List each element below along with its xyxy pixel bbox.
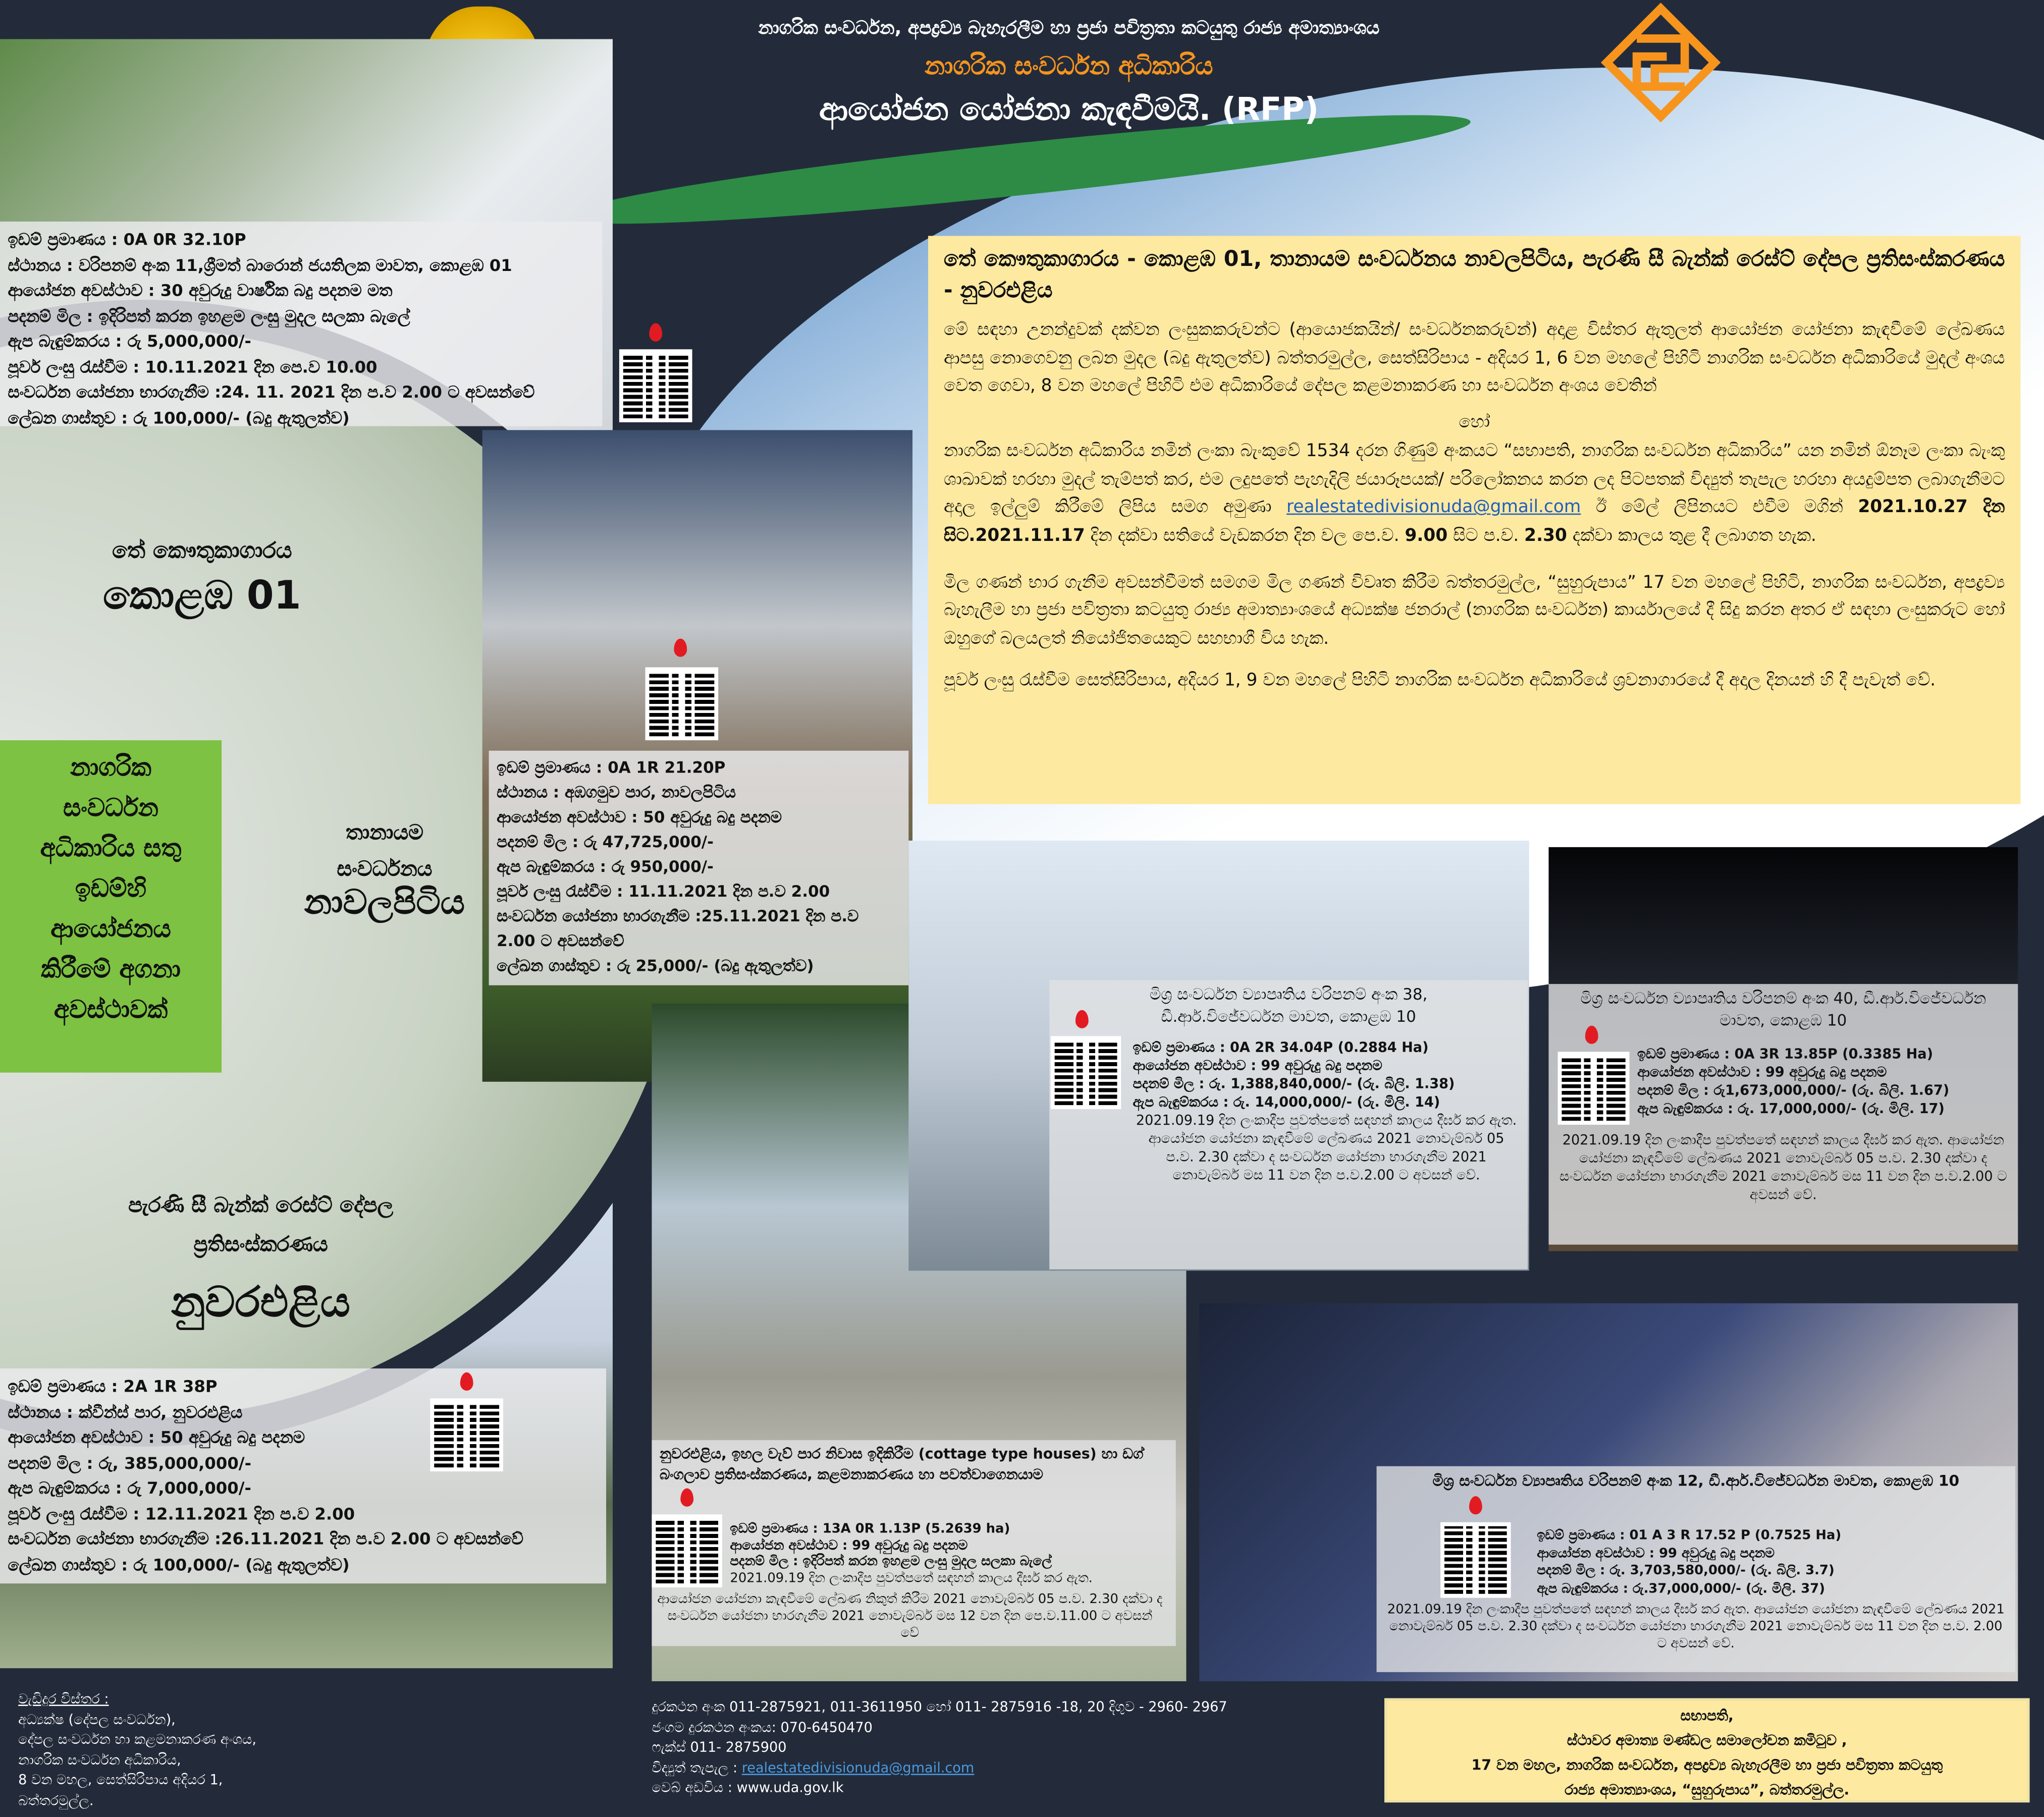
info-line: ඇප බැඳුම්කරය : රු. 14,000,000/- (රු. මිලි. 14) [1133,1094,1440,1111]
map-pin-icon [1585,1026,1598,1044]
qr-code-icon[interactable] [1440,1522,1511,1598]
banner-line: අධිකාරිය සතු [40,834,182,863]
notice-paragraph: මිල ගණන් භාර ගැනීම අවසන්වීමත් සමගම මිල ගණන් විවෘත කිරීම බත්තරමුල්ල, “සුහුරුපාය” 17 වන මහලේ පිහිටි, නාගරික සංවර්ධන, අපද්‍රව්‍ය බැහැලීම හා ප්‍රජා පවිත්‍රතා කටයුතු රාජ්‍ය අමාත්‍යාංශයේ අධ්‍යක්ෂ ජනරාල් (නාගරික සංවර්ධන) කාර්යාලයේ දී සිදු කරන අතර ඒ සඳහා ලංසුකරුට හෝ ඔහුගේ බලයලත් නියෝජිතයෙකුට සහභාගී විය හැක. [944,573,2005,649]
footer-email-link[interactable]: realestatedivisionuda@gmail.com [741,1760,975,1776]
map-pin-icon [1075,1010,1089,1028]
address-line: බත්තරමුල්ල. [18,1792,94,1808]
info-line: 2021.09.19 දින ලංකාදීප පුවත්පතේ සඳහන් කාලය දීර්ඝ කර ඇත. [730,1571,1093,1586]
tea-museum-location: කොළඹ 01 [103,573,301,619]
info-line: පූර්ව ලංසු රැස්වීම : 12.11.2021 දින ප.ව 2.00 [8,1503,355,1523]
lot-note: 2021.09.19 දින ලංකාදීප පුවත්පතේ සඳහන් කාලය දීර්ඝ කර ඇත. ආයෝජන යෝජනා කැඳවීමේ ලේඛණය 2021 නොවැම්බර් 05 ප.ව. 2.30 දක්වා ද සංවර්ධන යෝජනා භාරගැනීම 2021 නොවැම්බර් මස 11 වන දින ප.ව. 2.00 ට අවසන් වේ. [1387,1603,2005,1651]
ministry-name: නාගරික සංවර්ධන, අපද්‍රව්‍ය බැහැරලීම හා ප්‍රජා පවිත්‍රතා කටයුතු රාජ්‍ය අමාත්‍යාංශය [758,18,1380,39]
info-line: පදනම් මිල : රු. 3,703,580,000/- (රු. බිලි. 3.7) [1537,1564,1835,1578]
address-line: අධ්‍යක්ෂ (දේපල සංවර්ධන), [18,1712,176,1728]
text: නාගරික සංවර්ධන අධිකාරිය නමින් ලංකා බැංකුවේ 1534 දරන ගිණුම් අංකයට “සභාපති, නාගරික සංවර්ධන අධිකාරිය” යන නමින් ඕනෑම ලංකා බැංකු ශාඛාවක් හරහා මුදල් තැම්පත් කර, එම ලදුපතේ පැහැදිලි ජයාරූපයක්/ පරිලෝකනය කරන ලද පිටපතක් විද්‍යුත් තැපැල හරහා අයදුම්පත ලබාගැනීමට අදාල ඉල්ලුම් කිරීමේ ලිපිය සමග අමුණා [944,442,2005,518]
info-line: ස්ථානය : වරිපනම් අංක 11,ශ්‍රීමත් බාරොන් ජයතිලක මාවත, කොළඹ 01 [8,254,512,274]
info-line: ඉඩම් ප්‍රමාණය : 2A 1R 38P [8,1376,218,1396]
cottage-info [652,1440,1175,1646]
nawalapitiya-label [280,814,489,888]
info-line: ආයෝජන අවස්ථාව : 99 අවුරුදු බදු පදනම [1637,1065,1887,1081]
map-pin-icon [674,639,687,657]
info-line: ආයෝජන අවස්ථාව : 99 අවුරුදු බදු පදනම [730,1538,968,1553]
address-line: නාගරික සංවර්ධන අධිකාරිය, [18,1752,181,1768]
info-line: පදනම් මිල : ඉදිරිපත් කරන ඉහළම ලංසු මුදල සලකා බැලේ [8,305,410,325]
qr-code-icon[interactable] [619,349,692,422]
info-line: ආයෝජන අවස්ථාව : 50 අවුරුදු බදු පදනම [497,808,782,827]
page-title: ආයෝජන යෝජනා කැඳවීමයි. (RFP) [819,91,1319,128]
text: ඊ මේල් ලිපිනයට එවීම මගින් [1581,498,1858,518]
info-line: පදනම් මිල : රු1,673,000,000/- (රු. බිලි. 1.67) [1637,1083,1950,1099]
notice-paragraph: පූර්ව ලංසු රැස්වීම සෙත්සිරිපාය, අදියර 1, 9 වන මහලේ පිහිටි නාගරික සංවර්ධන අධිකාරියේ ශ්‍රවනාගාරයේ දී අදාල දිනයන් හි දී පැවැත් වේ. [944,671,1936,691]
text: දින දක්වා සතියේ වැඩකරන දින වල පෙ.ව. [1085,526,1405,546]
map-pin-icon [460,1372,473,1391]
label-line: තානායම [346,819,423,845]
lot-note: ආයෝජන යෝජනා කැඳවීමේ ලේඛණ නිකුත් කිරීම 2021 නොවැම්බර් 05 ප.ව. 2.30 දක්වා ද සංවර්ධන යෝජනා භාරගැනීම 2021 නොවැම්බර් මස 12 වන දින පෙ.ව.11.00 ට අවසන් වේ [657,1592,1163,1641]
address-line: 17 වන මහල, නාගරික සංවර්ධන, අපද්‍රව්‍ය බැහැරලීම හා ප්‍රජා පවිත්‍රතා කටයුතු [1471,1756,1943,1774]
info-line: ආයෝජන අවස්ථාව : 99 අවුරුදු බදු පදනම [1537,1546,1775,1561]
authority-name: නාගරික සංවර්ධන අධිකාරිය [925,52,1213,81]
lot-title: මිශ්‍ර සංවර්ධන ව්‍යාපෘතිය වරිපනම් අංක 40, ඩී.ආර්.විජේවර්ධන මාවත, කොළඹ 10 [1580,989,1986,1030]
banner-line: අවස්ථාවක් [53,996,168,1025]
notice-or: හෝ [1459,413,1490,433]
info-line: ඇප බැඳුම්කරය : රු 950,000/- [497,857,714,876]
opportunity-banner [0,740,222,1073]
banner-line: සංවර්ධන [63,793,158,822]
lot12-info [1377,1466,2016,1672]
address-line: රාජ්‍ය අමාත්‍යාංශය, “සුහුරුපාය”, බත්තරමුල්ල. [1565,1781,1850,1799]
info-line: ඇප බැඳුම්කරය : රු. 17,000,000/- (රු. මිලි. 17) [1637,1101,1945,1117]
email-label: විද්‍යුත් තැපැල : [652,1760,742,1776]
notice-box [928,236,2020,804]
info-line: ඇප බැඳුම්කරය : රු 7,000,000/- [8,1478,251,1498]
label-line: ප්‍රතිසංස්කරණය [193,1231,328,1256]
nuwara-eliya-location: නුවරඑළිය [171,1277,351,1327]
label-line: පැරණි සී බැන්ක් රෙස්ට් දේපල [128,1192,394,1218]
info-line: ලේඛන ගාස්තුව : රු 25,000/- (බදු ඇතුලත්ව) [497,956,814,975]
info-line: ලේඛන ගාස්තුව : රු 100,000/- (බදු ඇතුලත්ව) [8,1554,350,1574]
info-line: ආයෝජන අවස්ථාව : 50 අවුරුදු බදු පදනම [8,1427,305,1447]
footer-address [18,1690,409,1811]
qr-code-icon[interactable] [652,1514,722,1587]
tea-museum-info [0,222,602,426]
more-info-heading: වැඩිදුර විස්තර : [18,1691,109,1708]
info-line: ඉඩම් ප්‍රමාණය : 13A 0R 1.13P (5.2639 ha) [730,1522,1010,1537]
info-line: සංවර්ධන යෝජනා භාරගැනීම :26.11.2021 දින ප.ව 2.00 ට අවසන්වේ [8,1528,523,1549]
address-line: ස්ථාවර අමාත්‍ය මණ්ඩල සමාලෝචන කමිටුව , [1567,1732,1847,1749]
info-line: ඉඩම් ප්‍රමාණය : 0A 3R 13.85P (0.3385 Ha) [1637,1047,1933,1063]
sea-bank-label [52,1186,469,1264]
lot-note: 2021.09.19 දින ලංකාදීප පුවත්පතේ සඳහන් කාලය දීර්ඝ කර ඇත. ආයෝජන යෝජනා කැඳවීමේ ලේඛණය 2021 නොවැම්බර් 05 ප.ව. 2.30 දක්වා ද සංවර්ධන යෝජනා භාරගැනීම 2021 නොවැම්බර් මස 11 වන දින ප.ව.2.00 ට අවසන් වේ. [1136,1113,1517,1184]
address-line: සභාපති, [1680,1707,1734,1725]
qr-block [1440,1496,1511,1598]
map-pin-icon [1469,1496,1482,1514]
lot-title: මිශ්‍ර සංවර්ධන ව්‍යාපෘතිය වරිපනම් අංක 12, ඩී.ආර්.විජේවර්ධන මාවත, කොළඹ 10 [1432,1471,1960,1490]
qr-block [652,1489,722,1587]
info-line: සංවර්ධන යෝජනා භාරගැනීම :24. 11. 2021 දින ප.ව 2.00 ට අවසන්වේ [8,381,535,402]
address-line: 8 වන මහල, සෙත්සිරිපාය අදියර 1, [18,1772,223,1788]
fax-number: ෆැක්ස් 011- 2875900 [652,1740,787,1756]
info-line: ඇප බැඳුම්කරය : රු 5,000,000/- [8,331,251,351]
lot38-info [1049,980,1528,1269]
phone-numbers: දුරකථන අංක 011-2875921, 011-3611950 හෝ 011- 2875916 -18, 20 දිගුව - 2960- 2967 [652,1699,1227,1716]
label-line: සංවර්ධනය [337,856,433,882]
info-line: පූර්ව ලංසු රැස්වීම : 11.11.2021 දින ප.ව 2.00 [497,882,830,901]
banner-line: ආයෝජනය [50,915,171,944]
qr-code-icon[interactable] [1558,1052,1630,1125]
info-line: පදනම් මිල : රු, 385,000,000/- [8,1452,252,1472]
qr-code-icon[interactable] [430,1398,503,1471]
info-line: ඉඩම් ප්‍රමාණය : 0A 1R 21.20P [497,758,726,777]
lot-note: 2021.09.19 දින ලංකාදීප පුවත්පතේ සඳහන් කාලය දීර්ඝ කර ඇත. ආයෝජන යෝජනා කැඳවීමේ ලේඛණය 2021 නොවැම්බර් 05 ප.ව. 2.30 දක්වා ද සංවර්ධන යෝජනා භාරගැනීම 2021 නොවැම්බර් මස 11 වන දින ප.ව.2.00 ට අවසන් වේ. [1559,1132,2007,1203]
uda-logo-icon [1601,3,1721,123]
nuwara-eliya-info [0,1368,606,1583]
info-line: ආයෝජන අවස්ථාව : 99 අවුරුදු බදු පදනම [1133,1058,1382,1074]
notice-title: තේ කෞතුකාගාරය - කොළඹ 01, තානායම සංවර්ධනය නාවලපිටිය, පැරණි සී බැන්ක් රෙස්ට් දේපල ප්‍රතිසංස්කරණය - නුවරඑළිය [944,246,2005,303]
info-line: පදනම් මිල : රු 47,725,000/- [497,833,714,851]
map-pin-icon [649,323,662,342]
banner-line: නාගරික [70,753,151,782]
info-line: ආයෝජන අවස්ථාව : 30 අවුරුදු වාර්ෂික බදු පදනම මත [8,280,393,300]
qr-code-icon[interactable] [646,667,719,740]
info-line: ස්ථානය : අඹගමුව පාර, නාවලපිටිය [497,783,736,802]
text: සිට ප.ව. [1447,526,1525,546]
address-line: දේපල සංවර්ධන හා කළමනාකරණ අංශය, [18,1732,256,1748]
info-line: සංවර්ධන යෝජනා භාරගැනීම :25.11.2021 දින ප.ව 2.00 ට අවසන්වේ [497,907,859,950]
info-line: පදනම් මිල : ඉදිරිපත් කරන ඉහළම ලංසු මුදල සලකා බැලේ [730,1555,1052,1569]
notice-paragraph [944,437,2005,550]
info-line: පදනම් මිල : රු. 1,388,840,000/- (රු. බිලි. 1.38) [1133,1076,1455,1092]
info-line: ඉඩම් ප්‍රමාණය : 01 A 3 R 17.52 P (0.7525 Ha) [1537,1528,1842,1544]
mobile-number: ජංගම දුරකථන අංකය: 070-6450470 [652,1720,873,1736]
date-range: 2021.10.27 දින සිට.2021.11.17 [944,498,2005,546]
text: දක්වා කාලය තුළ දී ලබාගත හැක. [1567,526,1816,546]
banner-line: ඉඩම්හි [75,874,147,903]
website: වෙබ් අඩවිය : www.uda.gov.lk [652,1780,844,1796]
banner-line: කිරීමේ අගනා [41,955,181,984]
lot-title: මිශ්‍ර සංවර්ධන ව්‍යාපෘතිය වරිපනම් අංක 38, ඩී.ආර්.විජේවර්ධන මාවත, කොළඹ 10 [1149,985,1428,1026]
time: 9.00 [1405,526,1448,546]
info-line: ස්ථානය : ක්වීන්ස් පාර, නුවරඑළිය [8,1401,243,1421]
lot-title: නුවරඑළිය, ඉහල වැව් පාර නිවාස ඉදිකිරීම (cottage type houses) හා ඩග් බංගලාව ප්‍රතිසංස්කරණය, කළමනාකරණය හා පවත්වාගෙනයාම [659,1445,1144,1483]
info-line: ඉඩම් ප්‍රමාණය : 0A 0R 32.10P [8,229,246,249]
map-pin-icon [680,1489,693,1507]
tea-museum-label: තේ කෞතුකාගාරය [112,538,292,565]
email-link[interactable]: realestatedivisionuda@gmail.com [1286,498,1581,518]
time: 2.30 [1524,526,1567,546]
nawalapitiya-info [489,751,909,985]
nawalapitiya-location: නාවලපිටිය [304,884,465,923]
info-line: ඇප බැඳුම්කරය : රු.37,000,000/- (රු. මිලි. 37) [1537,1581,1825,1596]
info-line: ලේඛන ගාස්තුව : රු 100,000/- (බදු ඇතුලත්ව) [8,407,350,427]
qr-code-icon[interactable] [1051,1036,1121,1109]
info-line: ඉඩම් ප්‍රමාණය : 0A 2R 34.04P (0.2884 Ha) [1133,1040,1429,1056]
notice-paragraph: මේ සඳහා උනන්දුවක් දක්වන ලංසුකකරුවන්ට (ආයොජකයින්/ සංවර්ධනකරුවන්) අදාළ විස්තර ඇතුලත් ආයෝජන යෝජනා කැඳවීමේ ලේඛණය ආපසු නොගෙවනු ලබන මුදල (බදු ඇතුලත්ව) බත්තරමුල්ල, සෙත්සිරිපාය - අදියර 1, 6 වන මහලේ පිහිටි නාගරික සංවර්ධන අධිකාරියේ මුදල් අංශය වෙත ගෙවා, 8 වන මහලේ පිහිටි එම අධිකාරියේ දේපල කළමනාකරණ හා සංවර්ධන අංශය වෙතින් [944,320,2005,397]
footer-contact [652,1698,1329,1799]
chairman-address-box [1384,1698,2030,1803]
info-line: පූර්ව ලංසු රැස්වීම : 10.11.2021 දින පෙ.ව 10.00 [8,356,378,376]
